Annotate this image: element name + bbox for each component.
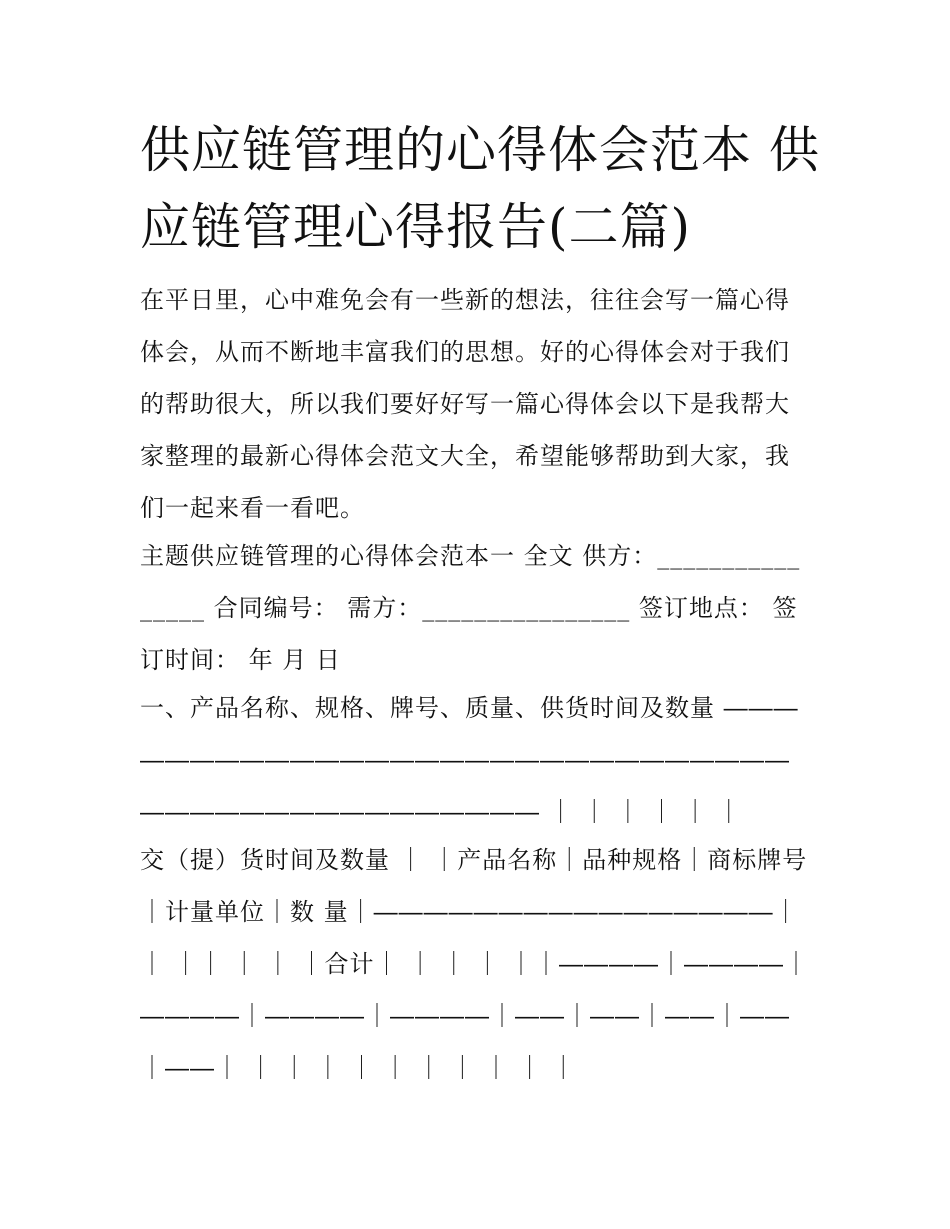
contract-header-paragraph: 主题供应链管理的心得体会范本一 全文 供方：________________ 合同编号： 需方：________________ 签订地点： 签订时间： 年 月 日 (140, 542, 801, 674)
product-table-text: 交（提）货时间及数量 ｜ ｜产品名称｜品种规格｜商标牌号｜计量单位｜数 量｜――――――――――――――――｜ ｜ ｜｜ ｜ ｜ ｜合计｜ ｜ ｜ ｜ ｜｜――――｜――――｜――――｜――――｜――――｜――｜――｜――｜――｜――｜ ｜ ｜ ｜ ｜ ｜ ｜ ｜ ｜ ｜ ｜ (140, 846, 810, 1082)
intro-paragraph: 在平日里，心中难免会有一些新的想法，往往会写一篇心得体会，从而不断地丰富我们的思想。好的心得体会对于我们的帮助很大，所以我们要好好写一篇心得体会以下是我帮大家整理的最新心得体会范文大全，希望能够帮助到大家，我们一起来看一看吧。 (140, 286, 790, 522)
clause-one-paragraph: 一、产品名称、规格、牌号、质量、供货时间及数量 ――――――――――――――――――――――――――――――――――――――――――――― ｜ ｜ ｜ ｜ ｜ ｜ (140, 694, 799, 826)
document-title: 供应链管理的心得体会范本 供应链管理心得报告(二篇) (140, 121, 820, 256)
